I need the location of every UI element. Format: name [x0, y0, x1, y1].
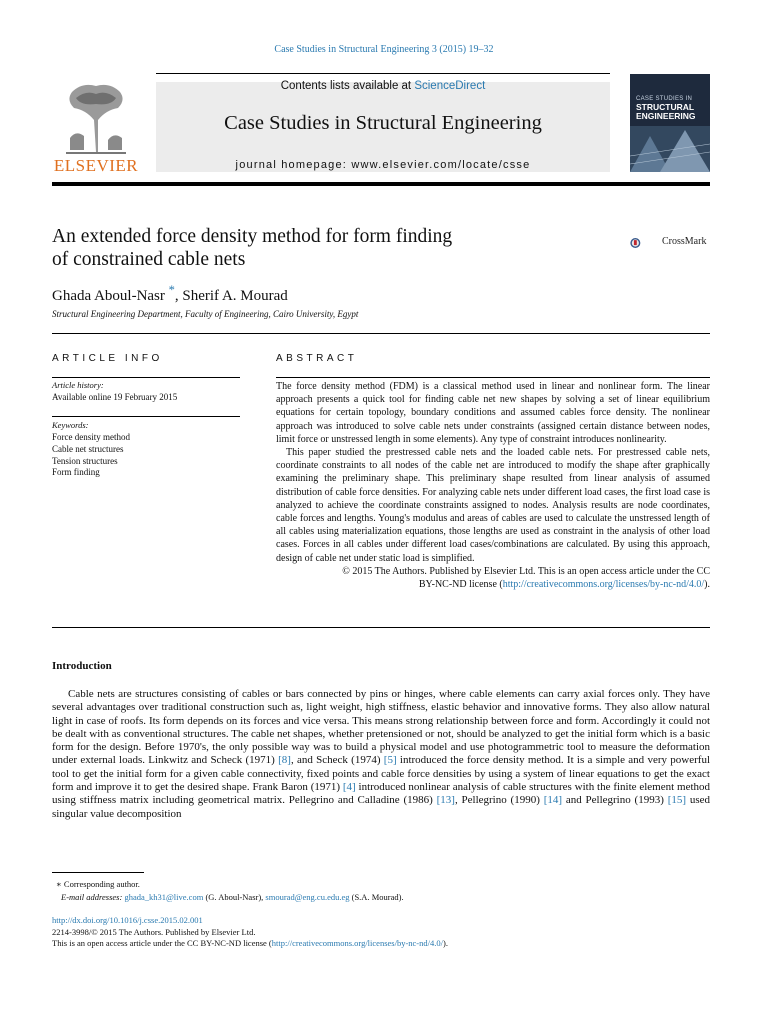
intro-text: and Pellegrino (1993)	[562, 794, 668, 807]
corresponding-author-marker[interactable]: *	[168, 283, 175, 297]
keyword-item: Tension structures	[52, 455, 118, 466]
abstract-divider	[52, 627, 710, 628]
keywords-label: Keywords:	[52, 420, 89, 430]
cover-subtitle: CASE STUDIES IN	[636, 96, 693, 102]
contents-line	[156, 80, 610, 92]
email-link[interactable]: smourad@eng.cu.edu.eg	[265, 891, 350, 902]
contents-prefix: Contents lists available at	[280, 80, 415, 92]
journal-cover	[630, 74, 710, 172]
article-title-line1: An extended force density method for form finding	[52, 226, 453, 247]
license-link[interactable]: http://creativecommons.org/licenses/by-nc-nd/4.0/	[502, 579, 705, 591]
article-info-heading: ARTICLE INFO	[52, 353, 163, 364]
keyword-item: Cable net structures	[52, 443, 124, 454]
keyword-item: Form finding	[52, 467, 100, 478]
citation-link[interactable]: [4]	[342, 781, 356, 794]
intro-text: Cable nets are structures consisting of cables or bars connected by pins or hinges, where cable elements can carry axial forces only. They have several advantages over traditional construction such as, light weight, high stiffness, elastic behavior and innovative forms. They also allow natural light in case of roofs. Its form depends on its forces and vice versa. This means strong relationship between force and form. Accordingly it could not be dealt with as conventional structures. The cable net shapes, whether pretensioned or not, should be analyzed to get the initial form which is a basic form for the design. Before 1970's, the only possible way was to build a physical model and use photogrammetric tool to measure the deformation under external loads. Linkwitz and Scheck (1971)	[52, 688, 710, 767]
masthead-top-rule	[156, 73, 610, 74]
citation-link[interactable]: [5]	[383, 754, 397, 767]
citation-link[interactable]: [15]	[667, 794, 687, 807]
oa-suffix: ).	[443, 938, 448, 949]
intro-text: , and Scheck (1974)	[290, 754, 384, 767]
intro-text: , Pellegrino (1990)	[454, 794, 544, 807]
section-heading: Introduction	[52, 660, 112, 672]
crossmark-icon[interactable]	[630, 228, 660, 258]
doi-link[interactable]: http://dx.doi.org/10.1016/j.csse.2015.02.001	[52, 915, 203, 925]
email-owner: (S.A. Mourad).	[349, 891, 404, 902]
oa-license-link[interactable]: http://creativecommons.org/licenses/by-nc-nd/4.0/	[271, 938, 443, 949]
oa-prefix: This is an open access article under the CC BY-NC-ND license (	[52, 938, 272, 949]
license-line	[276, 578, 710, 591]
article-info-rule	[52, 377, 240, 378]
citation-link[interactable]: [13]	[436, 794, 455, 807]
journal-title: Case Studies in Structural Engineering	[224, 112, 542, 134]
license-line: © 2015 The Authors. Published by Elsevier Ltd. This is an open access article under the CC	[342, 565, 710, 577]
header-divider	[52, 333, 710, 334]
abstract-heading: ABSTRACT	[276, 353, 358, 364]
journal-reference[interactable]: Case Studies in Structural Engineering 3 (2015) 19–32	[274, 44, 494, 55]
homepage-url[interactable]: www.elsevier.com/locate/csse	[351, 159, 531, 171]
article-title	[52, 225, 572, 271]
sciencedirect-link[interactable]: ScienceDirect	[414, 80, 486, 92]
article-history-value: Available online 19 February 2015	[52, 392, 178, 402]
author-list	[52, 283, 288, 305]
corresponding-author-note: ∗ Corresponding author.	[56, 879, 140, 889]
article-title-line2: of constrained cable nets	[52, 249, 246, 270]
footnote	[52, 878, 404, 903]
license-suffix: ).	[704, 579, 710, 591]
elsevier-tree-icon	[56, 80, 136, 156]
abstract-paragraph: This paper studied the prestressed cable nets and the loaded cable nets. For prestressed cable nets, coordinate constraints to all nodes of the cable net are introduced to modify the shape after graphically examining the preliminary shape. This preliminary shape resulted from linear analysis of assumed distribution of cable force densities. For analyzing cable nets under different load cases, the first load case is analyzed to achieve the coordinate constraints assigned to nodes. Analysis results are node coordinates, cable forces and lengths. Young's modulus and areas of cables are used to calculate the unstressed length of all cables using materialization equations, those lengths are used as constraint in the analysis of other load cases. Forces in all cables under different load cases/combinations are calculated. By using this approach, design of cable net under static load is simplified.	[276, 447, 710, 564]
intro-text: used singular value decomposition	[52, 794, 710, 820]
masthead-bottom-rule	[52, 182, 710, 186]
email-link[interactable]: ghada_kh31@live.com	[124, 891, 204, 902]
author-separator: ,	[174, 288, 183, 304]
article-history-label: Article history:	[52, 380, 104, 390]
article-metadata	[52, 915, 448, 950]
journal-homepage	[156, 159, 610, 171]
abstract-paragraph: The force density method (FDM) is a classical method used in linear and nonlinear form. The linear approach presents a quick tool for finding cable net new shapes by solving a set of linear equilibrium equations for certain topology, boundary conditions and assumed cables force density. The nonlinear approach was introduced to solve cable nets under constraints (assigned certain distance between nodes, limit force or unstressed length in some elements). Any type of constraint introduces nonlinearity.	[276, 381, 710, 445]
keyword-item: Force density method	[52, 432, 130, 442]
intro-text: introduced nonlinear analysis of cable structures with the finite element method using stiffness matrix including geometrical matrix. Pellegrino and Calladine (1986)	[52, 781, 711, 807]
keywords-rule	[52, 416, 240, 417]
intro-text: introduced the force density method. It is a simple and very powerful tool to get the initial form for a given cable connectivity, fixed points and cable force densities by using a system of linear equations to get the exact form and improve it to get the desired shape. Frank Baron (1971)	[52, 754, 711, 794]
open-access-line	[52, 938, 448, 950]
abstract-rule	[276, 377, 710, 378]
issn-line: 2214-3998/© 2015 The Authors. Published by Elsevier Ltd.	[52, 926, 256, 937]
email-label: E-mail addresses:	[61, 891, 125, 902]
license-prefix: BY-NC-ND license (	[418, 579, 503, 591]
keyword-list	[52, 432, 130, 479]
homepage-prefix: journal homepage:	[235, 159, 352, 171]
citation-link[interactable]: [14]	[543, 794, 563, 807]
cover-title: STRUCTURAL ENGINEERING	[636, 102, 696, 121]
citation-link[interactable]: [8]	[278, 754, 291, 767]
abstract-body	[276, 380, 710, 591]
author-name: Ghada Aboul-Nasr	[52, 288, 165, 304]
cover-photo	[630, 126, 710, 172]
introduction-paragraph	[52, 688, 710, 821]
crossmark-label[interactable]: CrossMark	[662, 236, 707, 247]
email-line	[52, 891, 404, 904]
footnote-rule	[52, 872, 144, 873]
affiliation: Structural Engineering Department, Faculty of Engineering, Cairo University, Egypt	[52, 309, 359, 319]
email-owner: (G. Aboul-Nasr),	[203, 891, 266, 902]
elsevier-wordmark: ELSEVIER	[53, 156, 139, 175]
elsevier-logo	[52, 80, 140, 176]
author-name: Sherif A. Mourad	[182, 288, 288, 304]
